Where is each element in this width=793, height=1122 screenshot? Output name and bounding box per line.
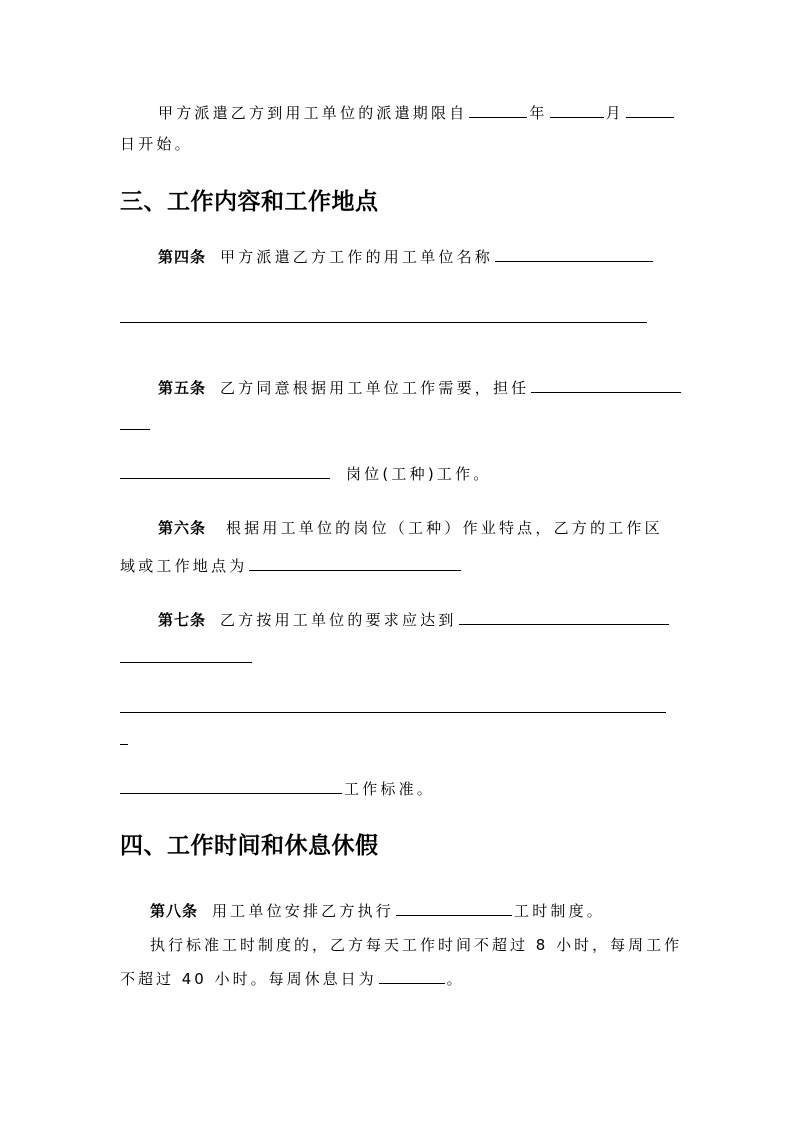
article-6-label: 第六条	[158, 519, 207, 537]
blank-work-location[interactable]	[249, 554, 461, 571]
blank-work-standard-cont-4[interactable]	[120, 777, 342, 794]
blank-month[interactable]	[550, 101, 604, 118]
blank-employer-name[interactable]	[495, 245, 653, 262]
article-4	[158, 245, 655, 268]
blank-position-cont-1[interactable]	[120, 429, 150, 430]
article-5-text: 乙方同意根据用工单位工作需要，担任	[219, 379, 530, 397]
article-7-label: 第七条	[158, 611, 207, 629]
article-5-line-3	[120, 462, 491, 485]
article-6-text-a: 根据用工单位的岗位（工种）作业特点，乙方的工作区	[225, 519, 663, 537]
blank-work-standard[interactable]	[459, 608, 669, 625]
dispatch-period-text: 甲方派遣乙方到用工单位的派遣期限自	[158, 104, 468, 122]
article-7-text-b: 工作标准。	[344, 780, 436, 798]
article-4-label: 第四条	[158, 248, 207, 266]
article-6-line-2	[120, 554, 463, 577]
article-7-text: 乙方按用工单位的要求应达到	[219, 611, 457, 629]
article-7-line-4	[120, 777, 435, 800]
blank-position[interactable]	[531, 376, 681, 393]
article-8	[150, 899, 605, 922]
article-5-text-b: 岗位(工种)工作。	[345, 465, 492, 483]
blank-work-standard-cont-1[interactable]	[120, 662, 252, 663]
standard-hours-line-2	[120, 967, 465, 990]
section-heading-3: 三、工作内容和工作地点	[120, 189, 379, 215]
standard-hours-line-1: 执行标准工时制度的，乙方每天工作时间不超过 8 小时，每周工作	[150, 936, 683, 954]
article-7	[158, 608, 671, 631]
blank-work-standard-cont-3[interactable]	[120, 744, 128, 745]
article-6-line-1	[158, 517, 663, 539]
blank-work-hours-system[interactable]	[396, 899, 512, 916]
standard-hours-text-b: 不超过 40 小时。每周休息日为	[120, 970, 377, 988]
month-label: 月	[605, 104, 624, 122]
article-8-label: 第八条	[150, 902, 199, 920]
year-label: 年	[529, 104, 548, 122]
standard-hours-end: 。	[446, 970, 465, 988]
blank-day[interactable]	[626, 101, 674, 118]
article-4-text: 甲方派遣乙方工作的用工单位名称	[219, 248, 493, 266]
article-8-text-a: 用工单位安排乙方执行	[211, 902, 394, 920]
article-5	[158, 376, 683, 399]
blank-position-cont-2[interactable]	[120, 462, 330, 479]
article-5-label: 第五条	[158, 379, 207, 397]
article-8-text-b: 工时制度。	[514, 902, 606, 920]
dispatch-period-line-1	[158, 101, 676, 124]
blank-year[interactable]	[469, 101, 527, 118]
blank-employer-name-cont[interactable]	[120, 322, 647, 323]
blank-weekly-rest-day[interactable]	[379, 967, 445, 984]
dispatch-period-line-2: 日开始。	[120, 135, 193, 153]
section-heading-4: 四、工作时间和休息休假	[120, 833, 379, 859]
article-6-text-b: 域或工作地点为	[120, 557, 248, 575]
blank-work-standard-cont-2[interactable]	[120, 712, 666, 713]
